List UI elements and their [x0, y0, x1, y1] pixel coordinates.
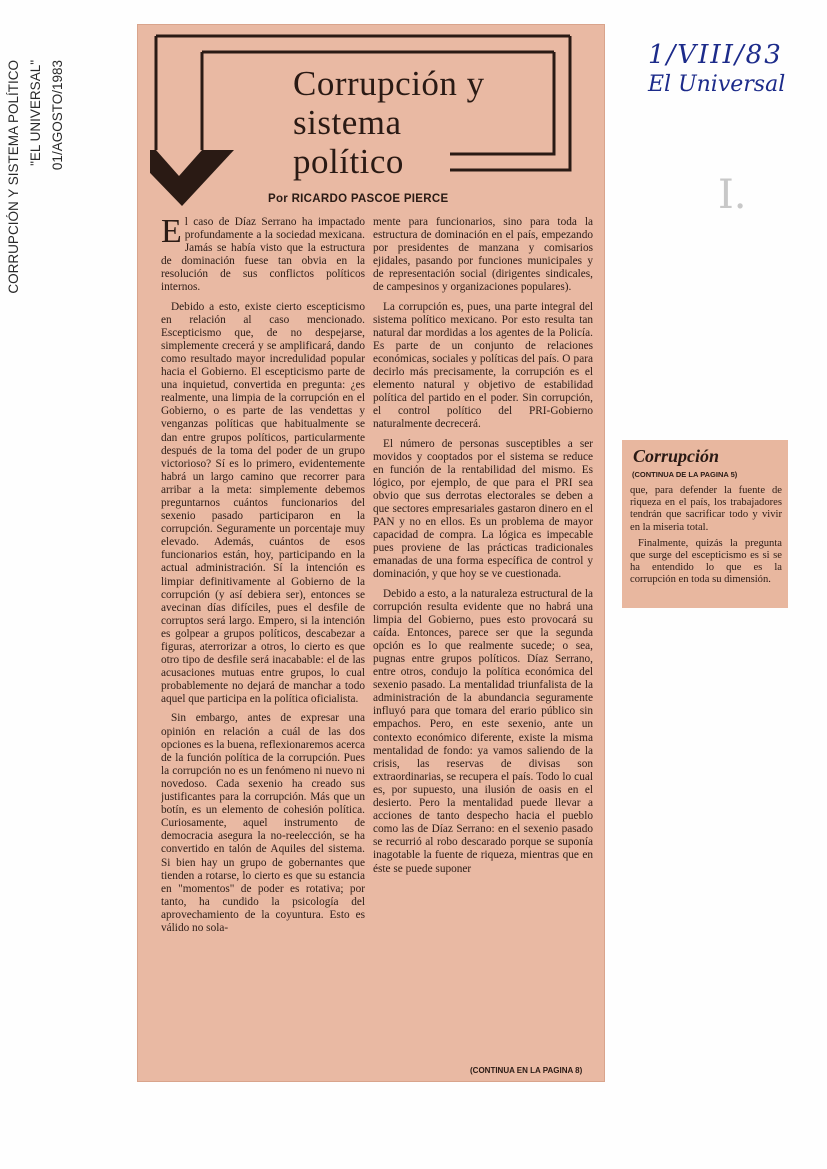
paragraph: mente para funcionarios, sino para toda la estructura de dominación en el país, empezando por presidentes de manzana y comisarios ejidales, pasando por funciones municipales y de representación social (dirigentes sindicales, de campesinos y organizaciones populares).	[373, 216, 593, 294]
continuation-text	[630, 485, 782, 591]
archive-caption	[6, 60, 70, 400]
handwritten-annotation	[648, 40, 798, 97]
paragraph: El número de personas susceptibles a ser movidos y cooptados por el sistema se reduce en función de la rentabilidad del mismo. Es lógico, por ejemplo, de que para el PRI sea obvio que sus derrotas electorales se deben a que sectores empresariales gastaron dinero en el PAN y no en ellos. Es un problema de mayor capacidad de compra. La lógica es impecable pues proviene de las prácticas tradicionales emanadas de una forma específica de control y dominación, y que hoy se ve cuestionada.	[373, 437, 593, 581]
article-column-2	[373, 216, 593, 1071]
paragraph: Finalmente, quizás la pregunta que surge del escepticismo es si se ha entendido lo que es la corrupción en toda su dimensión.	[630, 537, 782, 586]
continued-note: (CONTINUA EN LA PAGINA 8)	[470, 1066, 583, 1075]
paragraph: Debido a esto, a la naturaleza estructural de la corrupción resulta evidente que no habrá una limpia del Gobierno, pues esto provocará su caída. Entonces, parece ser que la segunda opción es lo que realmente sucede; o sea, pugnas entre grupos políticos. Díaz Serrano, entre otros, condujo la política económica del sexenio pasado. La mentalidad triunfalista de la administración de la abundancia seguramente influyó para que tomara del erario público sin empachos. Pero, en este sexenio, ante un contexto económico diferente, existe la misma mentalidad de fondo: ya vamos saliendo de la crisis, las reservas de divisas son extraordinarias, se recupera el país. Todo lo cual es, por supuesto, una ilusión de oasis en el desierto. Pero la mentalidad puede llevar a acciones de tanto despecho hacia el pueblo como las de Díaz Serrano: en el sexenio pasado se recurrió al robo descarado porque se suponía inagotable la fuente de riqueza, mientras que en éste se puede suponer	[373, 587, 593, 875]
paragraph: Debido a esto, existe cierto escepticismo en relación al caso mencionado. Escepticismo que, de no despejarse, simplemente crecerá y se amplificará, dando como resultado mayor incredulidad popular hacia el Gobierno. El escepticismo parte de una inquietud, convertida en pregunta: ¿es realmente, una limpia de la corrupción en el Gobierno, o es parte de las vendettas y venganzas políticas que habitualmente se dan entre grupos políticos, particularmente después de la toma del poder de un grupo victorioso? Sí es lo primero, evidentemente habrá un largo camino que recorrer para arribar a la meta: simplemente debemos preguntarnos cuántos funcionarios del sexenio pasado participaron en la corrupción. Seguramente un porcentaje muy elevado. Además, cuántos de esos funcionarios están, hoy, participando en la actual administración. Sí la intención es limpiar definitivamente al Gobierno de la corrupción (y así debiera ser), entonces se avecinan días difíciles, pues el desfile de corruptos será largo. Empero, si la intención es golpear a grupos políticos, descabezar a figuras, aterrorizar a otros, lo cierto es que otro tipo de desfile será inacabable: el de las acusaciones mutuas entre grupos, lo cual probablemente no dejará de manchar a todo aquel que participa en la política oficialista.	[161, 300, 365, 706]
continuation-heading: Corrupción	[633, 446, 720, 466]
handwritten-source: El Universal	[648, 72, 786, 97]
pencil-mark: I.	[718, 172, 747, 218]
article-byline: Por RICARDO PASCOE PIERCE	[268, 193, 449, 205]
handwritten-date: 1/VIII/83	[648, 40, 783, 70]
caption-line-newspaper: "EL UNIVERSAL"	[28, 60, 43, 166]
paragraph: La corrupción es, pues, una parte integral del sistema político mexicano. Por esto resulta tan natural dar mordidas a los agentes de la Policía. Es parte de un conjunto de relaciones económicas, sociales y políticas del país. O para decirlo más precisamente, la corrupción es el elemento natural y objetivo de estabilidad política del partido en el poder. Sin corrupción, el control político del PRI-Gobierno naturalmente decrecerá.	[373, 300, 593, 431]
paragraph: que, para defender la fuente de riqueza en el país, los trabajadores tendrán que sacrificar todo y vivir en la miseria total.	[630, 485, 782, 533]
caption-line-title: CORRUPCIÓN Y SISTEMA POLÍTICO	[6, 60, 21, 294]
article-title: Corrupción y sistema político	[293, 64, 485, 181]
article-column-1	[161, 216, 365, 1071]
paragraph: El caso de Díaz Serrano ha impactado profundamente a la sociedad mexicana. Jamás se había visto que la estructura de dominación fuese tan obvia en la resolución de sus conflictos políticos internos.	[161, 216, 365, 294]
continuation-subheading: (CONTINUA DE LA PAGINA 5)	[632, 470, 738, 479]
caption-line-date: 01/AGOSTO/1983	[50, 60, 65, 171]
paragraph: Sin embargo, antes de expresar una opinión en relación a cuál de las dos opciones es la buena, reflexionaremos acerca de la función política de la corrupción. Pues la corrupción no es un fenómeno ni nuevo ni novedoso. Cada sexenio ha creado sus justificantes para la corrupción. Más que un botín, es un elemento de cohesión política. Curiosamente, aquel instrumento de democracia asegura la no-reelección, se ha convertido en talón de Aquiles del sistema. Si bien hay un grupo de gobernantes que tienden a rotarse, lo cierto es que su estancia en "momentos" de poder es rotativa; por tanto, ha cundido la psicología del aprovechamiento de la coyuntura. Esto es válido no sola-	[161, 712, 365, 934]
